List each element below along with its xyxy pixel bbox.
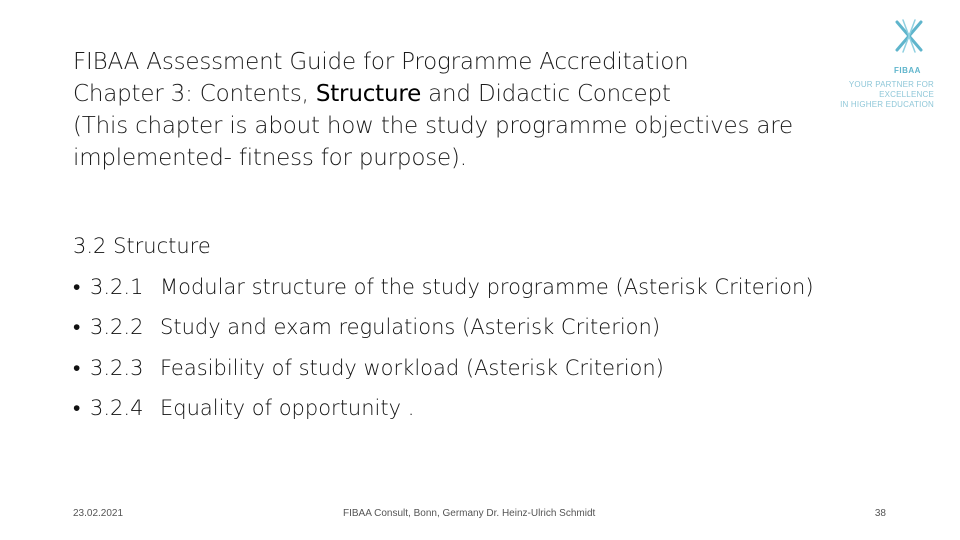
- heading-emphasis: Structure: [315, 81, 422, 107]
- bullet: •: [73, 315, 81, 339]
- heading-line-4: implemented- fitness for purpose).: [73, 145, 467, 171]
- item-number: 3.2.1: [90, 274, 144, 299]
- logo-tagline: [814, 80, 934, 110]
- page-number: 38: [874, 508, 886, 519]
- fibaa-logo: [814, 16, 934, 109]
- heading-line-1: FIBAA Assessment Guide for Programme Accreditation: [73, 49, 689, 75]
- logo-tagline-line-2: IN HIGHER EDUCATION: [840, 100, 934, 109]
- section-title: 3.2 Structure: [73, 234, 211, 258]
- slide-content: [73, 226, 814, 429]
- item-number: 3.2.3: [90, 355, 144, 380]
- logo-tagline-line-1: YOUR PARTNER FOR EXCELLENCE: [848, 80, 934, 99]
- bullet: •: [73, 355, 81, 380]
- heading-line-2-end: and Didactic Concept: [421, 81, 671, 107]
- item-text: Study and exam regulations (Asterisk Criterion): [160, 315, 661, 339]
- item-number: 3.2.2: [90, 315, 144, 339]
- item-text: Equality of opportunity .: [160, 396, 415, 420]
- list-item: [73, 267, 814, 308]
- heading-line-2-start: Chapter 3: Contents,: [73, 81, 316, 107]
- heading-line-3: (This chapter is about how the study programme objectives are: [73, 113, 793, 139]
- list-item: [73, 348, 814, 389]
- item-text: Feasibility of study workload (Asterisk Criterion): [160, 355, 664, 380]
- footer-date: 23.02.2021: [73, 508, 124, 519]
- item-text: Modular structure of the study programme (Asterisk Criterion): [160, 274, 814, 299]
- fibaa-star-icon: [891, 16, 927, 56]
- bullet: •: [73, 396, 81, 420]
- logo-name: FIBAA: [894, 66, 921, 75]
- heading-line-2: [73, 78, 813, 110]
- list-item: [73, 388, 814, 429]
- footer-author: FIBAA Consult, Bonn, Germany Dr. Heinz-Ulrich Schmidt: [343, 508, 596, 519]
- list-item: [73, 307, 814, 348]
- item-number: 3.2.4: [90, 396, 144, 420]
- slide-heading: [73, 46, 813, 174]
- bullet: •: [73, 274, 81, 299]
